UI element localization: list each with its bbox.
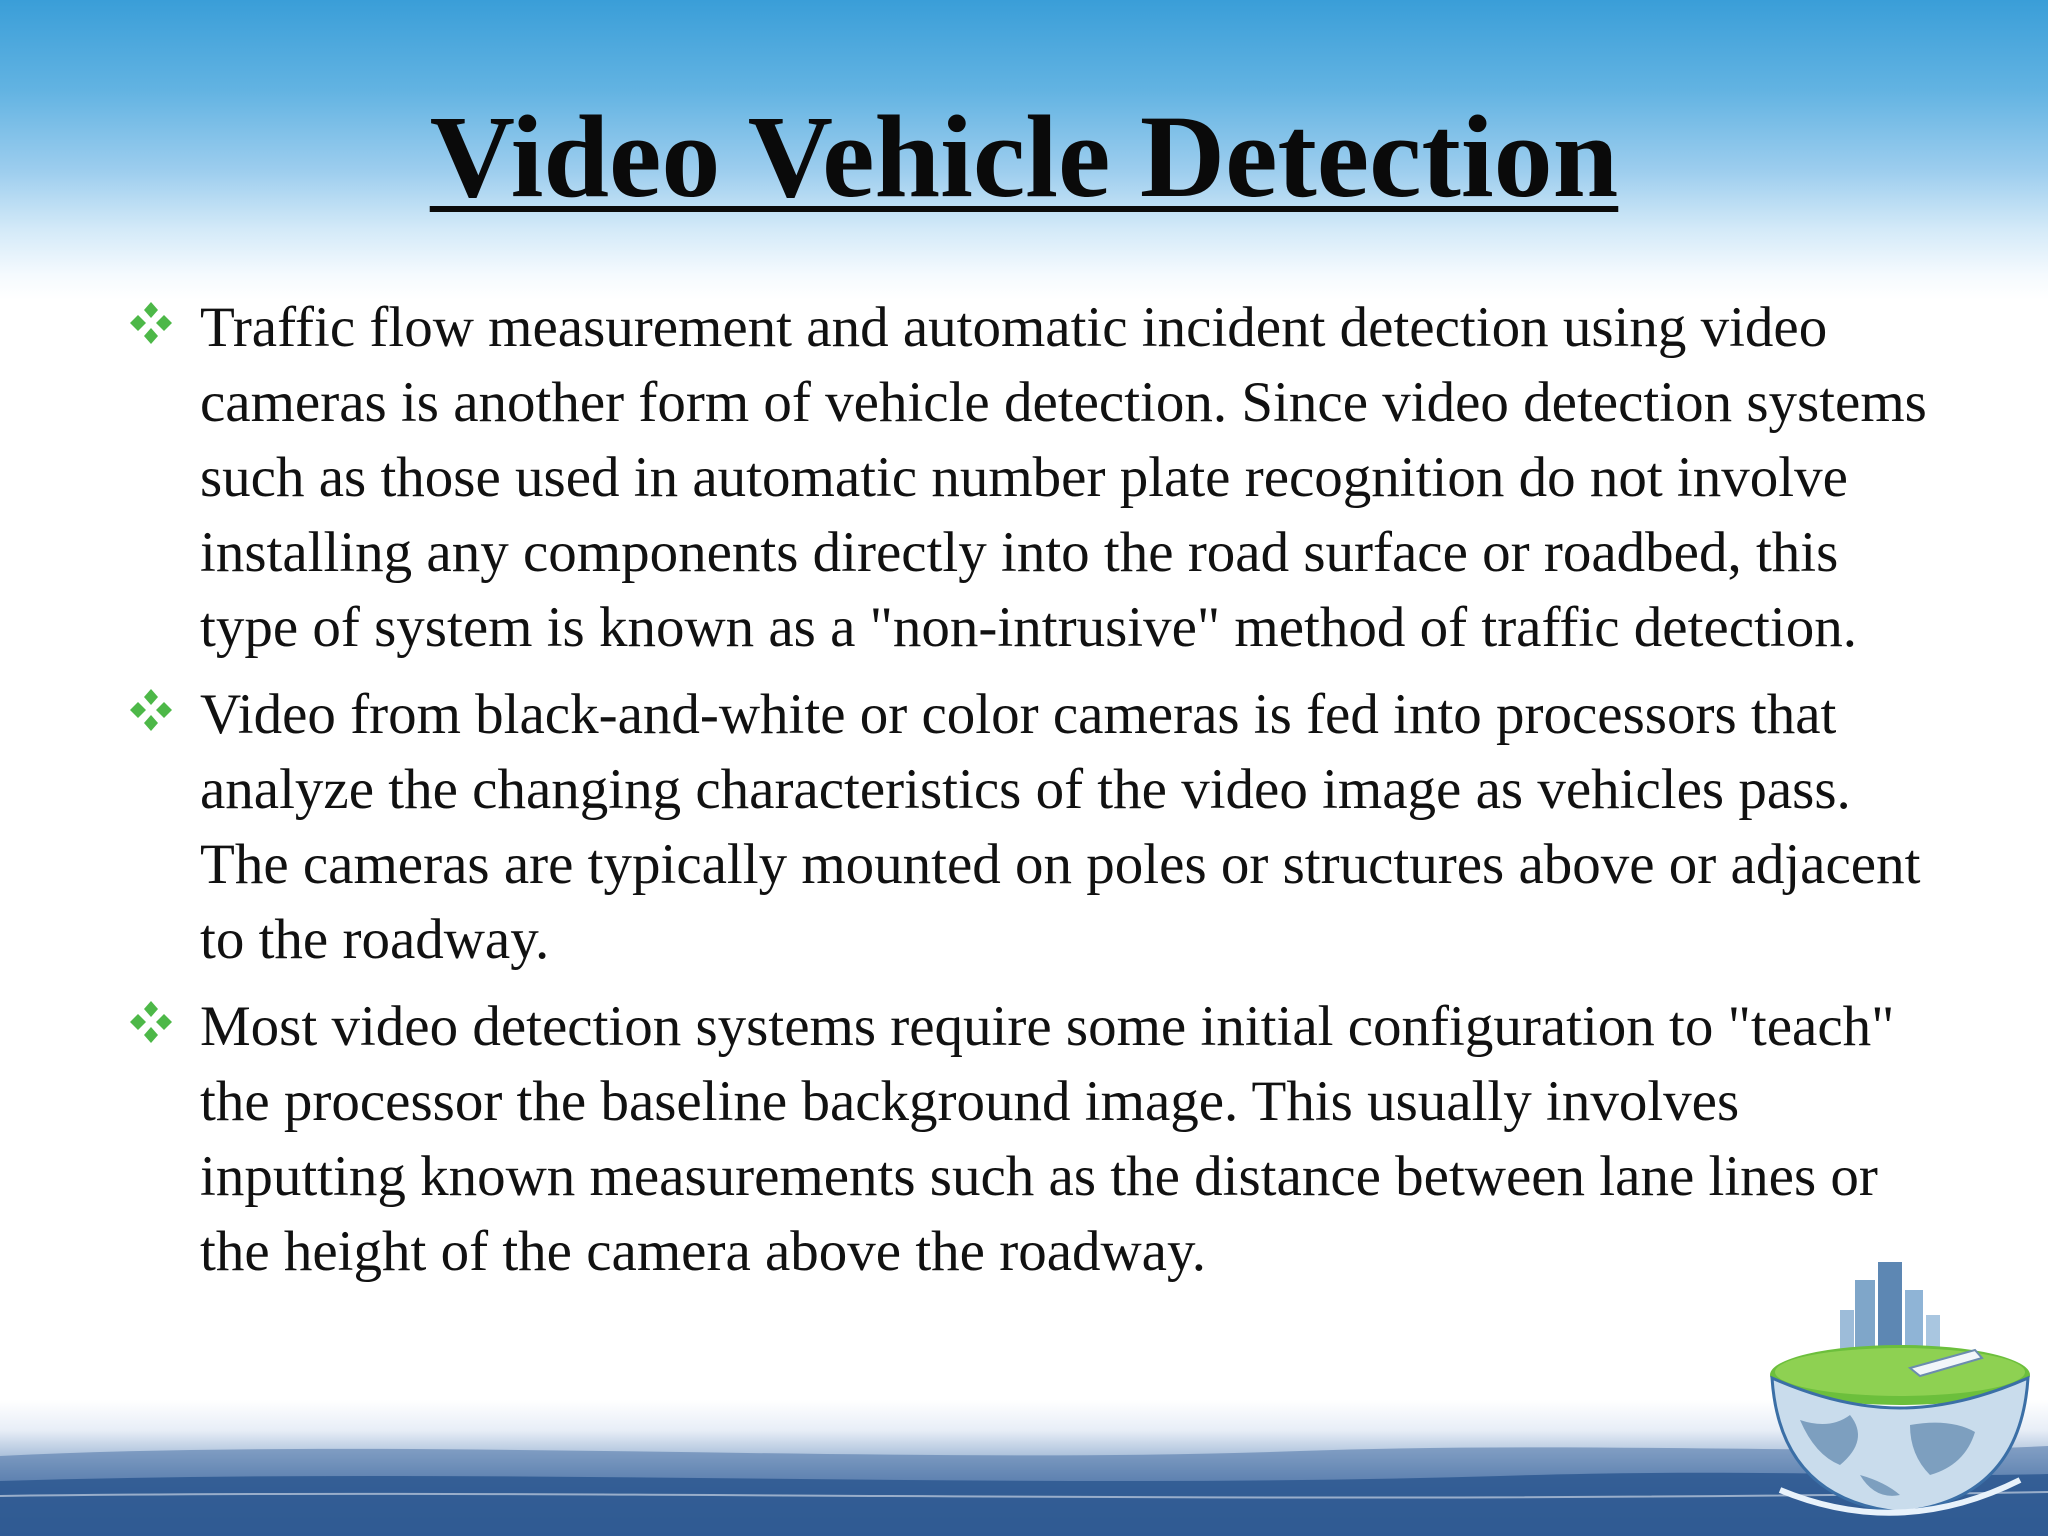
- bullet-list: [128, 290, 1928, 1301]
- globe-city-icon: [1760, 1250, 2040, 1530]
- four-diamond-bullet-icon: [128, 999, 174, 1045]
- bullet-text: Video from black-and-white or color cameras is fed into processors that analyze the changing characteristics of the video image as vehicles pass. The cameras are typically mounted on poles or structures above or adjacent to the roadway.: [200, 683, 1921, 971]
- four-diamond-bullet-icon: [128, 300, 174, 346]
- bullet-text: Most video detection systems require some initial configuration to "teach" the processor the baseline background image. This usually involves inputting known measurements such as the distance between lane lines or the height of the camera above the roadway.: [200, 995, 1895, 1283]
- bullet-item: [128, 677, 1928, 977]
- four-diamond-bullet-icon: [128, 687, 174, 733]
- footer-wave-decoration: [0, 1396, 2048, 1536]
- bullet-text: Traffic flow measurement and automatic incident detection using video cameras is another form of vehicle detection. Since video detection systems such as those used in automatic number plate recognition do not involve installing any components directly into the road surface or roadbed, this type of system is known as a "non-intrusive" method of traffic detection.: [200, 296, 1927, 659]
- bullet-item: [128, 290, 1928, 665]
- slide-title: Video Vehicle Detection: [429, 91, 1619, 222]
- bullet-item: [128, 989, 1928, 1289]
